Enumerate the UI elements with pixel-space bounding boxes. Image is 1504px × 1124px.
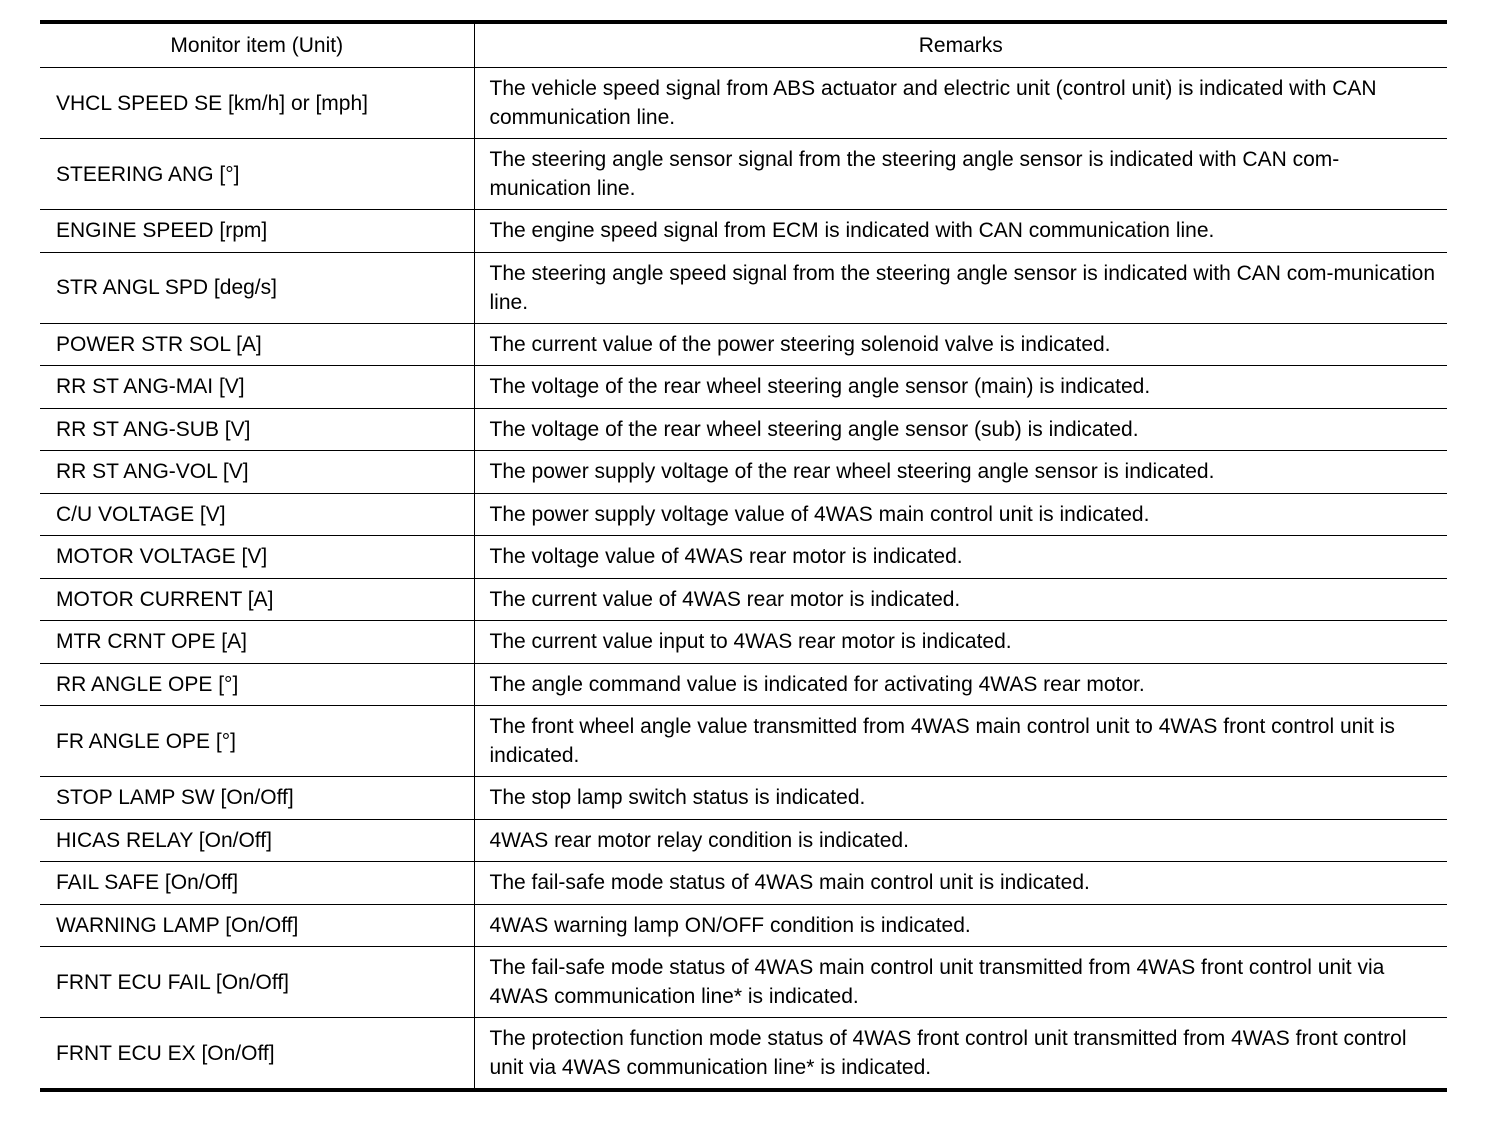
monitor-item-cell: STOP LAMP SW [On/Off] — [40, 777, 474, 820]
remarks-cell: The power supply voltage of the rear wheel steering angle sensor is indicated. — [474, 451, 1447, 494]
monitor-item-cell: FRNT ECU EX [On/Off] — [40, 1018, 474, 1091]
table-row — [40, 819, 1447, 862]
remarks-cell: The power supply voltage value of 4WAS main control unit is indicated. — [474, 493, 1447, 536]
remarks-cell: 4WAS warning lamp ON/OFF condition is indicated. — [474, 904, 1447, 947]
table-row — [40, 323, 1447, 366]
table-row — [40, 621, 1447, 664]
table-row — [40, 706, 1447, 777]
monitor-item-cell: VHCL SPEED SE [km/h] or [mph] — [40, 68, 474, 139]
table-row — [40, 210, 1447, 253]
monitor-item-cell: MOTOR VOLTAGE [V] — [40, 536, 474, 579]
table-row — [40, 68, 1447, 139]
remarks-cell: The voltage of the rear wheel steering angle sensor (sub) is indicated. — [474, 408, 1447, 451]
table-row — [40, 663, 1447, 706]
remarks-cell: The engine speed signal from ECM is indicated with CAN communication line. — [474, 210, 1447, 253]
table-header-row — [40, 22, 1447, 68]
monitor-item-cell: POWER STR SOL [A] — [40, 323, 474, 366]
table-row — [40, 777, 1447, 820]
remarks-cell: The current value of 4WAS rear motor is indicated. — [474, 578, 1447, 621]
remarks-cell: The protection function mode status of 4WAS front control unit transmitted from 4WAS front control unit via 4WAS communication line* is indicated. — [474, 1018, 1447, 1091]
table-row — [40, 408, 1447, 451]
remarks-cell: 4WAS rear motor relay condition is indicated. — [474, 819, 1447, 862]
remarks-cell: The voltage of the rear wheel steering angle sensor (main) is indicated. — [474, 366, 1447, 409]
remarks-cell: The steering angle sensor signal from the steering angle sensor is indicated with CAN com-munication line. — [474, 139, 1447, 210]
table-row — [40, 862, 1447, 905]
monitor-item-cell: RR ST ANG-MAI [V] — [40, 366, 474, 409]
table-row — [40, 139, 1447, 210]
table-row — [40, 1018, 1447, 1091]
monitor-item-cell: STEERING ANG [°] — [40, 139, 474, 210]
remarks-cell: The fail-safe mode status of 4WAS main control unit transmitted from 4WAS front control unit via 4WAS communication line* is indicated. — [474, 947, 1447, 1018]
table-row — [40, 493, 1447, 536]
table-row — [40, 904, 1447, 947]
monitor-item-table-container — [40, 20, 1447, 1092]
remarks-cell: The current value of the power steering solenoid valve is indicated. — [474, 323, 1447, 366]
table-row — [40, 366, 1447, 409]
table-row — [40, 451, 1447, 494]
monitor-item-cell: FR ANGLE OPE [°] — [40, 706, 474, 777]
remarks-cell: The front wheel angle value transmitted from 4WAS main control unit to 4WAS front control unit is indicated. — [474, 706, 1447, 777]
monitor-item-cell: FAIL SAFE [On/Off] — [40, 862, 474, 905]
remarks-cell: The fail-safe mode status of 4WAS main control unit is indicated. — [474, 862, 1447, 905]
remarks-cell: The current value input to 4WAS rear motor is indicated. — [474, 621, 1447, 664]
table-row — [40, 536, 1447, 579]
monitor-item-cell: ENGINE SPEED [rpm] — [40, 210, 474, 253]
remarks-cell: The angle command value is indicated for activating 4WAS rear motor. — [474, 663, 1447, 706]
monitor-item-table — [40, 20, 1447, 1092]
monitor-item-cell: RR ANGLE OPE [°] — [40, 663, 474, 706]
remarks-cell: The vehicle speed signal from ABS actuator and electric unit (control unit) is indicated with CAN communication line. — [474, 68, 1447, 139]
monitor-item-cell: STR ANGL SPD [deg/s] — [40, 252, 474, 323]
monitor-item-cell: HICAS RELAY [On/Off] — [40, 819, 474, 862]
monitor-item-cell: FRNT ECU FAIL [On/Off] — [40, 947, 474, 1018]
monitor-item-cell: MOTOR CURRENT [A] — [40, 578, 474, 621]
remarks-cell: The voltage value of 4WAS rear motor is indicated. — [474, 536, 1447, 579]
remarks-cell: The steering angle speed signal from the steering angle sensor is indicated with CAN com-munication line. — [474, 252, 1447, 323]
table-row — [40, 578, 1447, 621]
table-row — [40, 947, 1447, 1018]
monitor-item-cell: C/U VOLTAGE [V] — [40, 493, 474, 536]
monitor-item-cell: MTR CRNT OPE [A] — [40, 621, 474, 664]
table-row — [40, 252, 1447, 323]
monitor-item-cell: WARNING LAMP [On/Off] — [40, 904, 474, 947]
monitor-item-cell: RR ST ANG-VOL [V] — [40, 451, 474, 494]
monitor-item-cell: RR ST ANG-SUB [V] — [40, 408, 474, 451]
header-monitor-item: Monitor item (Unit) — [40, 22, 474, 68]
header-remarks: Remarks — [474, 22, 1447, 68]
remarks-cell: The stop lamp switch status is indicated. — [474, 777, 1447, 820]
